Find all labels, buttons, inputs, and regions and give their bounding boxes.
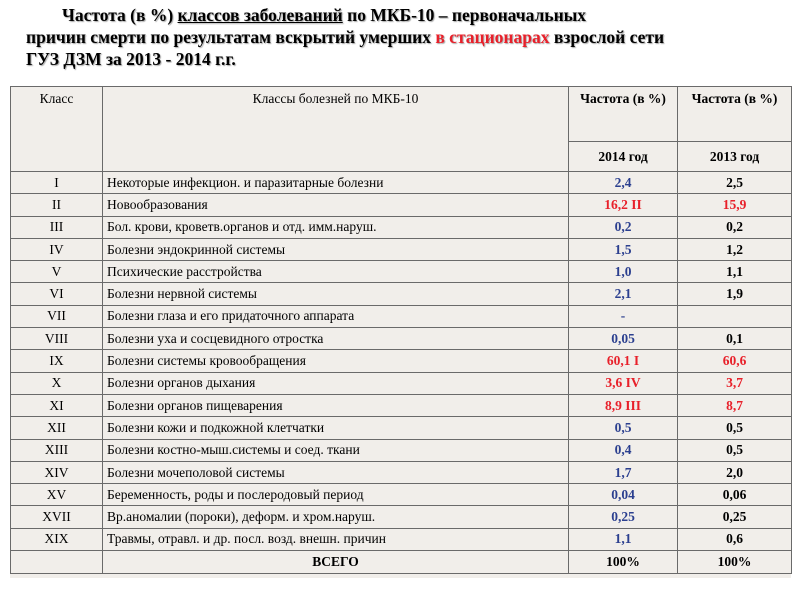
value-2013-cell: 0,5	[678, 417, 792, 439]
total-row	[11, 551, 792, 574]
total-2014: 100%	[569, 551, 678, 574]
value-2013-cell: 1,1	[678, 261, 792, 283]
class-cell: XII	[11, 417, 103, 439]
value-2014-cell: 2,1	[569, 283, 678, 305]
table-row	[11, 238, 792, 260]
table-row	[11, 372, 792, 394]
header-class: Класс	[11, 87, 103, 172]
table-row	[11, 283, 792, 305]
title-line-3: ГУЗ ДЗМ за 2013 - 2014 г.г.	[26, 49, 236, 69]
class-cell: XIII	[11, 439, 103, 461]
value-2013-cell: 0,6	[678, 528, 792, 550]
total-class-cell	[11, 551, 103, 574]
value-2013-cell: 0,25	[678, 506, 792, 528]
class-cell: IV	[11, 238, 103, 260]
disease-name-cell: Вр.аномалии (пороки), деформ. и хром.наруш.	[103, 506, 569, 528]
title-line-1: Частота (в %) классов заболеваний по МКБ-10 – первоначальных	[62, 5, 587, 25]
table-row	[11, 328, 792, 350]
disease-name-cell: Болезни эндокринной системы	[103, 238, 569, 260]
class-cell: VII	[11, 305, 103, 327]
header-year-2013: 2013 год	[678, 142, 792, 172]
class-cell: XI	[11, 394, 103, 416]
value-2013-cell: 15,9	[678, 194, 792, 216]
table-row	[11, 528, 792, 550]
disease-name-cell: Болезни глаза и его придаточного аппарата	[103, 305, 569, 327]
disease-name-cell: Бол. крови, кроветв.органов и отд. имм.наруш.	[103, 216, 569, 238]
disease-name-cell: Болезни кожи и подкожной клетчатки	[103, 417, 569, 439]
table-row	[11, 172, 792, 194]
value-2013-cell: 0,2	[678, 216, 792, 238]
class-cell: II	[11, 194, 103, 216]
class-cell: X	[11, 372, 103, 394]
table-row	[11, 461, 792, 483]
value-2013-cell: 2,5	[678, 172, 792, 194]
value-2014-cell: 0,4	[569, 439, 678, 461]
table-row	[11, 261, 792, 283]
value-2013-cell	[678, 305, 792, 327]
value-2014-cell: 3,6 IV	[569, 372, 678, 394]
value-2014-cell: -	[569, 305, 678, 327]
value-2014-cell: 0,5	[569, 417, 678, 439]
value-2014-cell: 0,2	[569, 216, 678, 238]
value-2013-cell: 0,5	[678, 439, 792, 461]
value-2014-cell: 1,1	[569, 528, 678, 550]
table-row	[11, 417, 792, 439]
table-row	[11, 506, 792, 528]
disease-name-cell: Психические расстройства	[103, 261, 569, 283]
header-freq-2013: Частота (в %)	[678, 87, 792, 142]
value-2014-cell: 60,1 I	[569, 350, 678, 372]
class-cell: XVII	[11, 506, 103, 528]
value-2014-cell: 1,7	[569, 461, 678, 483]
value-2014-cell: 8,9 III	[569, 394, 678, 416]
value-2014-cell: 16,2 II	[569, 194, 678, 216]
disease-name-cell: Болезни системы кровообращения	[103, 350, 569, 372]
disease-name-cell: Болезни органов дыхания	[103, 372, 569, 394]
value-2014-cell: 1,0	[569, 261, 678, 283]
table-row	[11, 216, 792, 238]
page-title	[26, 4, 786, 70]
disease-name-cell: Некоторые инфекцион. и паразитарные болезни	[103, 172, 569, 194]
header-freq-2014: Частота (в %)	[569, 87, 678, 142]
value-2013-cell: 8,7	[678, 394, 792, 416]
class-cell: III	[11, 216, 103, 238]
class-cell: XIV	[11, 461, 103, 483]
table-row	[11, 394, 792, 416]
title-line-2: причин смерти по результатам вскрытий умерших в стационарах взрослой сети	[26, 27, 665, 47]
value-2014-cell: 1,5	[569, 238, 678, 260]
disease-name-cell: Новообразования	[103, 194, 569, 216]
class-cell: VI	[11, 283, 103, 305]
class-cell: VIII	[11, 328, 103, 350]
value-2013-cell: 1,2	[678, 238, 792, 260]
disease-name-cell: Травмы, отравл. и др. посл. возд. внешн. причин	[103, 528, 569, 550]
table-row	[11, 350, 792, 372]
value-2013-cell: 3,7	[678, 372, 792, 394]
disease-name-cell: Болезни органов пищеварения	[103, 394, 569, 416]
class-cell: I	[11, 172, 103, 194]
header-year-2014: 2014 год	[569, 142, 678, 172]
disease-name-cell: Беременность, роды и послеродовый период	[103, 484, 569, 506]
total-label: ВСЕГО	[103, 551, 569, 574]
disease-name-cell: Болезни нервной системы	[103, 283, 569, 305]
table-container	[10, 86, 791, 578]
class-cell: XIX	[11, 528, 103, 550]
value-2013-cell: 2,0	[678, 461, 792, 483]
value-2014-cell: 0,05	[569, 328, 678, 350]
class-cell: V	[11, 261, 103, 283]
disease-frequency-table	[10, 86, 792, 574]
table-row	[11, 439, 792, 461]
disease-name-cell: Болезни костно-мыш.системы и соед. ткани	[103, 439, 569, 461]
value-2014-cell: 0,25	[569, 506, 678, 528]
table-row	[11, 194, 792, 216]
value-2014-cell: 2,4	[569, 172, 678, 194]
value-2013-cell: 1,9	[678, 283, 792, 305]
total-2013: 100%	[678, 551, 792, 574]
value-2013-cell: 0,06	[678, 484, 792, 506]
table-row	[11, 305, 792, 327]
disease-name-cell: Болезни мочеполовой системы	[103, 461, 569, 483]
class-cell: IX	[11, 350, 103, 372]
value-2014-cell: 0,04	[569, 484, 678, 506]
table-row	[11, 484, 792, 506]
header-disease-name: Классы болезней по МКБ-10	[103, 87, 569, 172]
value-2013-cell: 60,6	[678, 350, 792, 372]
value-2013-cell: 0,1	[678, 328, 792, 350]
disease-name-cell: Болезни уха и сосцевидного отростка	[103, 328, 569, 350]
class-cell: XV	[11, 484, 103, 506]
